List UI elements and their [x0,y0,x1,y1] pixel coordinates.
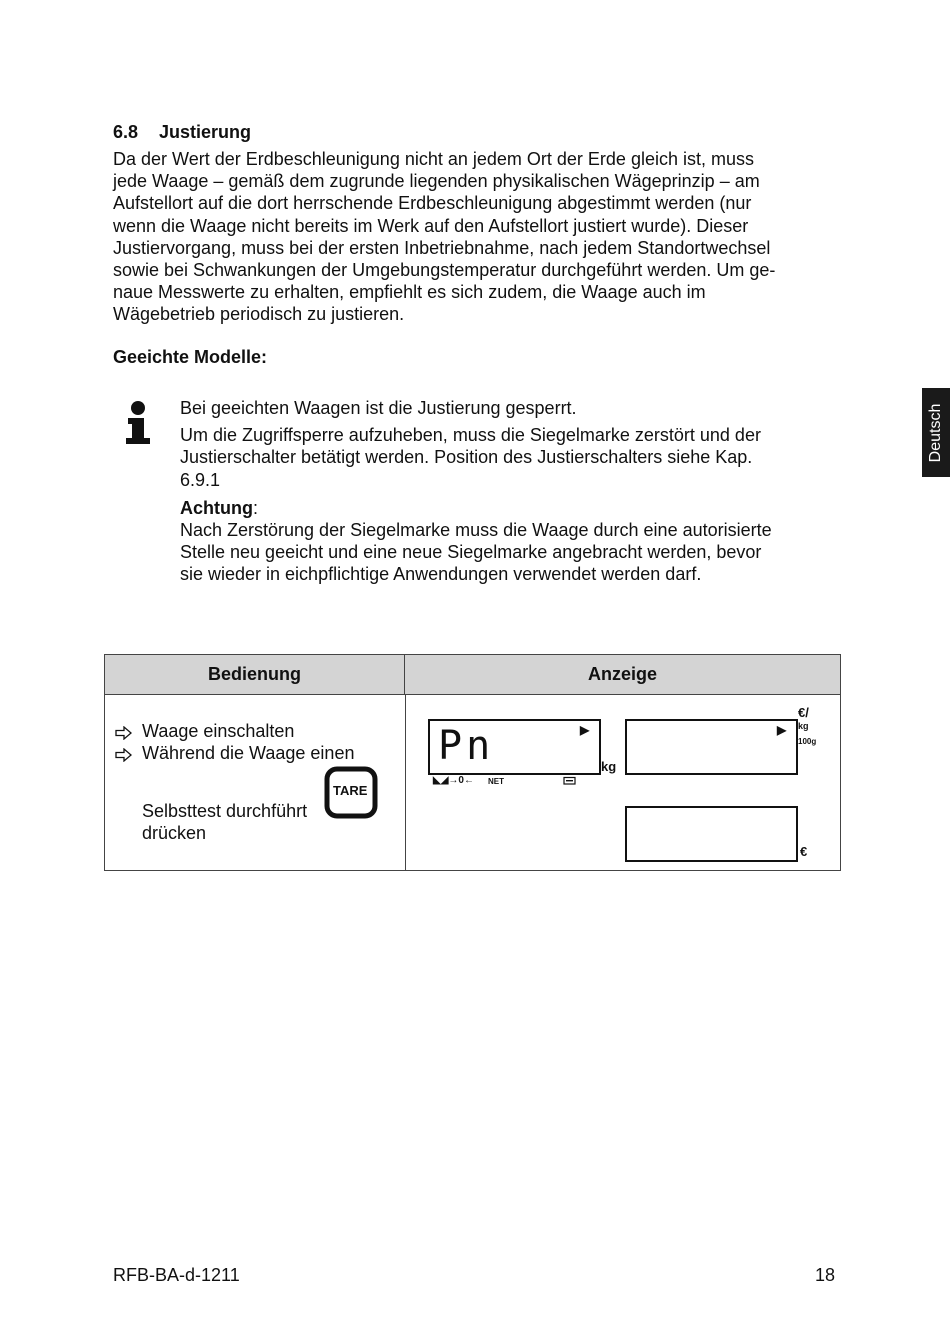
language-tab [922,388,950,477]
table-header-display: Anzeige [405,655,840,695]
paragraph-line: sowie bei Schwankungen der Umgebungstemperatur durchgeführt werden. Um ge- [113,260,776,281]
net-label: NET [488,777,504,786]
step-switch-on: Waage einschalten [142,721,295,741]
unit-kg-label: kg [601,759,617,774]
note-line: Justierschalter betätigt werden. Position des Justierschalters siehe Kap. [180,447,753,468]
intro-paragraph [113,148,833,326]
section-number: 6.8 [113,122,139,142]
paragraph-line: Aufstellort auf die dort herrschende Erdbeschleunigung abgestimmt werden (nur [113,193,752,214]
lcd-weight-display [428,719,601,775]
table-header-operation: Bedienung [105,655,405,695]
tare-key-label: TARE [333,783,368,798]
arrow-right-icon [115,748,133,762]
paragraph-line: jede Waage – gemäß dem zugrunde liegenden physikalischen Wägeprinzip – am [113,171,760,192]
paragraph-line: wenn die Waage nicht bereits im Werk auf den Aufstellort justiert wurde). Dieser [113,215,749,236]
lcd-total-price-display [625,806,798,862]
step-selftest: Während die Waage einen [142,743,355,763]
step-press: drücken [142,823,207,843]
warning-colon: : [252,497,258,518]
warning-line: sie wieder in eichpflichtige Anwendungen verwendet werden darf. [180,564,702,585]
step-selftest-cont: Selbsttest durchführt [142,801,308,821]
arrow-right-icon [115,726,133,740]
battery-icon [563,776,577,785]
section-heading [113,122,251,143]
tare-key[interactable] [324,766,378,819]
info-icon [120,400,158,446]
column-divider [405,695,406,870]
price-kg-label: kg [798,721,809,731]
footer-doc-id: RFB-BA-d-1211 [113,1265,240,1285]
tare-indicator-icon: ▶ [580,723,590,737]
language-tab-label: Deutsch [927,403,944,462]
warning-heading [180,497,820,519]
operation-table [104,654,841,871]
subheading: Geeichte Modelle: [113,347,268,367]
section-title: Justierung [159,122,252,142]
paragraph-line: Justiervorgang, muss bei der ersten Inbetriebnahme, nach jedem Standortwechsel [113,237,771,258]
paragraph-line: naue Messwerte zu erhalten, empfiehlt es sich zudem, die Waage auch im [113,282,706,303]
lcd-main-text: Pn [438,723,495,769]
warning-line: Nach Zerstörung der Siegelmarke muss die Waage durch eine autorisierte [180,520,772,541]
price-indicator-icon: ▶ [777,723,787,737]
paragraph-line: Wägebetrieb periodisch zu justieren. [113,304,405,325]
note-line: 6.9.1 [180,469,221,490]
price-100g-label: 100g [798,737,817,746]
status-symbols: ◣◢→0← [433,775,474,786]
total-unit-label: € [800,844,808,859]
note-line: Um die Zugriffsperre aufzuheben, muss die Siegelmarke zerstört und der [180,425,761,446]
note-block [180,397,820,586]
note-line: Bei geeichten Waagen ist die Justierung gesperrt. [180,398,577,418]
lcd-unit-price-display [625,719,798,775]
page-number: 18 [815,1265,836,1285]
price-unit-label: €/ [798,705,809,720]
warning-label: Achtung [180,497,253,518]
paragraph-line: Da der Wert der Erdbeschleunigung nicht an jedem Ort der Erde gleich ist, muss [113,149,754,169]
warning-line: Stelle neu geeicht und eine neue Siegelmarke angebracht werden, bevor [180,542,762,563]
